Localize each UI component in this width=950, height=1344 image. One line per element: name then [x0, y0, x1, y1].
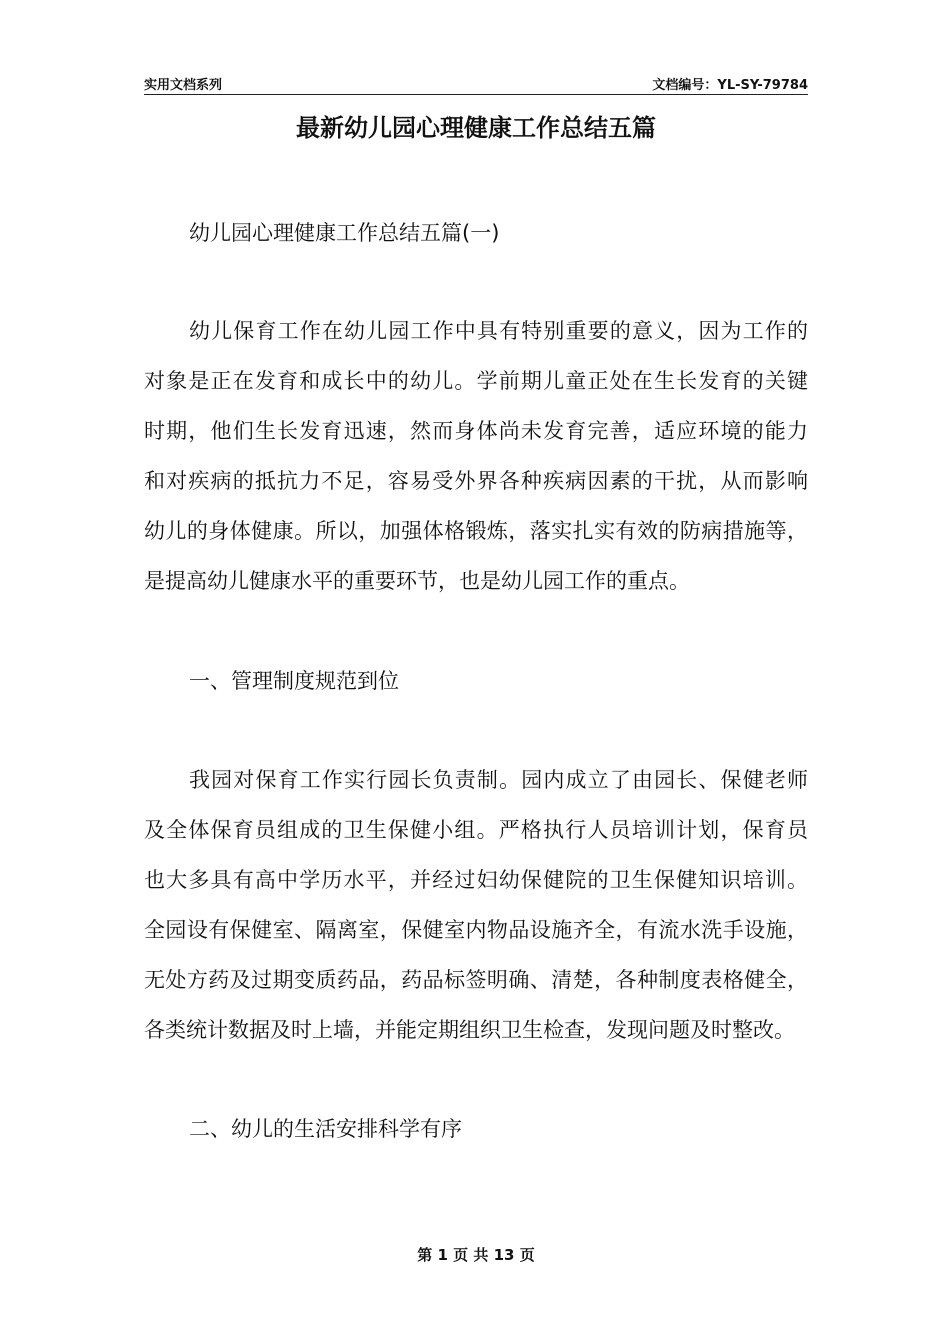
paragraph-line: 各类统计数据及时上墙，并能定期组织卫生检查，发现问题及时整改。 — [144, 1018, 795, 1042]
paragraph-line: 无处方药及过期变质药品，药品标签明确、清楚，各种制度表格健全， — [144, 968, 808, 992]
paragraph-line: 及全体保育员组成的卫生保健小组。严格执行人员培训计划，保育员 — [144, 818, 808, 842]
document-series-label: 实用文档系列 — [144, 78, 223, 93]
paragraph-line: 幼儿保育工作在幼儿园工作中具有特别重要的意义，因为工作的 — [189, 319, 808, 343]
paragraph-line: 全园设有保健室、隔离室，保健室内物品设施齐全，有流水洗手设施， — [144, 918, 808, 942]
paragraph-line: 时期，他们生长发育迅速，然而身体尚未发育完善，适应环境的能力 — [144, 419, 808, 443]
heading-2 — [144, 1104, 808, 1154]
page-header — [144, 70, 808, 95]
subtitle-line: 幼儿园心理健康工作总结五篇(一) — [189, 221, 500, 245]
document-number-label: 文档编号：YL-SY-79784 — [652, 78, 808, 93]
paragraph-1 — [144, 306, 808, 606]
paragraph-line: 幼儿的身体健康。所以，加强体格锻炼，落实扎实有效的防病措施等， — [144, 519, 808, 543]
heading-1 — [144, 656, 808, 706]
paragraph-line: 也大多具有高中学历水平，并经过妇幼保健院的卫生保健知识培训。 — [144, 868, 808, 892]
document-title: 最新幼儿园心理健康工作总结五篇 — [296, 114, 656, 142]
paragraph-2 — [144, 755, 808, 1055]
section-subtitle — [144, 208, 808, 258]
paragraph-line: 和对疾病的抵抗力不足，容易受外界各种疾病因素的干扰，从而影响 — [144, 469, 808, 493]
paragraph-line: 我园对保育工作实行园长负责制。园内成立了由园长、保健老师 — [189, 768, 808, 792]
page-footer: 第 1 页 共 13 页 — [417, 1246, 535, 1264]
paragraph-line: 对象是正在发育和成长中的幼儿。学前期儿童正处在生长发育的关键 — [144, 369, 808, 393]
heading-line: 一、管理制度规范到位 — [189, 669, 399, 693]
heading-line: 二、幼儿的生活安排科学有序 — [189, 1117, 462, 1141]
paragraph-line: 是提高幼儿健康水平的重要环节，也是幼儿园工作的重点。 — [144, 569, 690, 593]
